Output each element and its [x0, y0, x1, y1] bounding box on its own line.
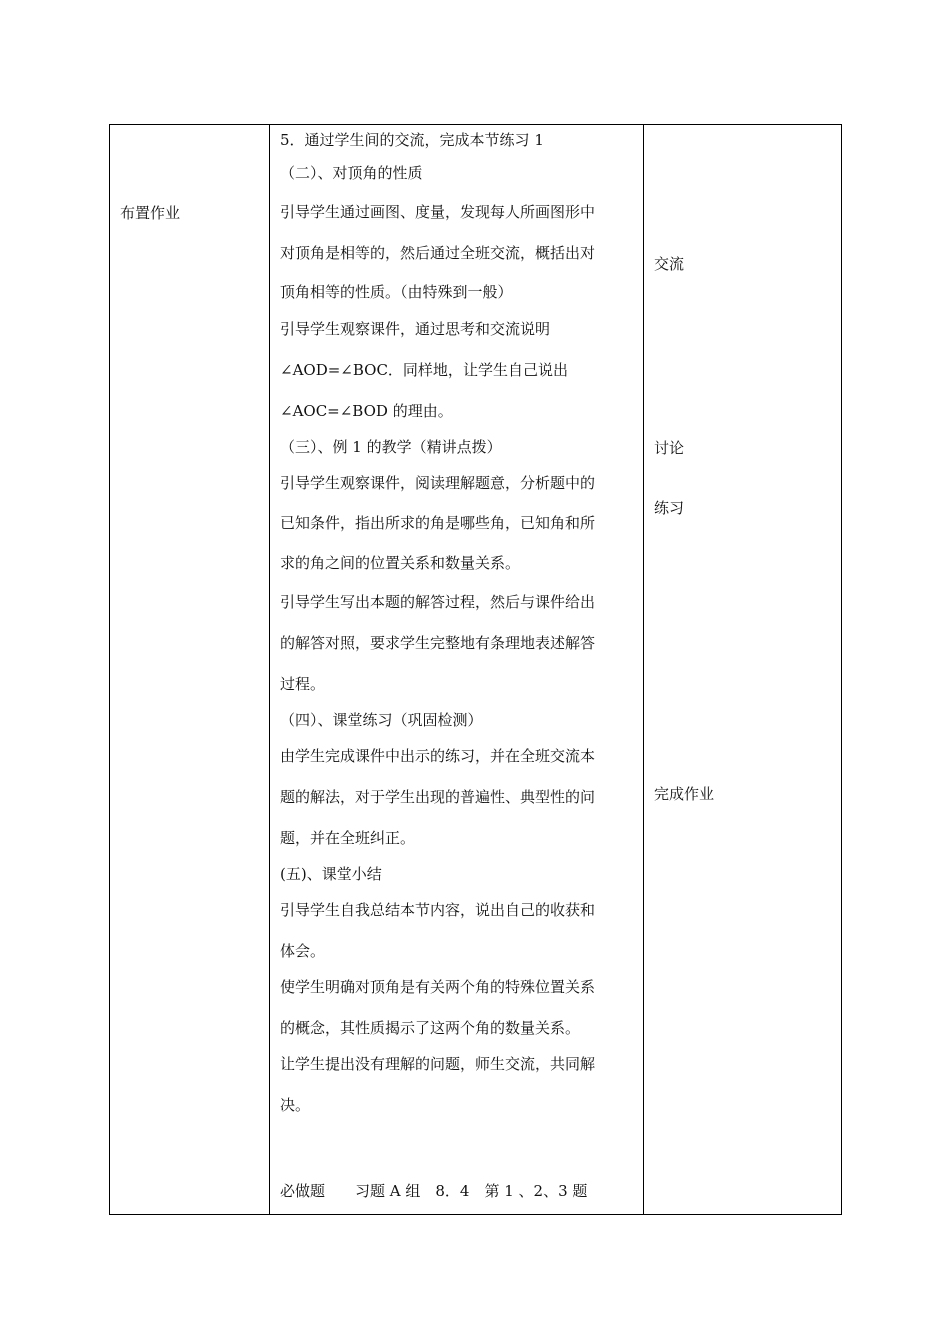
- activity-label: 练习: [654, 499, 685, 517]
- content-line: 引导学生观察课件，通过思考和交流说明: [280, 320, 551, 338]
- column-divider-right: [643, 125, 644, 1214]
- content-line: 引导学生通过画图、度量，发现每人所画图形中: [280, 203, 596, 221]
- content-line: 让学生提出没有理解的问题，师生交流，共同解: [280, 1055, 596, 1073]
- activity-label: 讨论: [654, 439, 685, 457]
- content-line: 引导学生观察课件，阅读理解题意，分析题中的: [280, 474, 596, 492]
- content-line: 对顶角是相等的，然后通过全班交流，概括出对: [280, 244, 596, 262]
- content-line: 引导学生写出本题的解答过程，然后与课件给出: [280, 593, 596, 611]
- activity-label: 交流: [654, 255, 685, 273]
- content-line: 使学生明确对顶角是有关两个角的特殊位置关系: [280, 978, 596, 996]
- content-heading: （四）、课堂练习（巩固检测）: [280, 711, 483, 729]
- content-line: 过程。: [280, 675, 326, 693]
- content-heading: （三）、例 1 的教学（精讲点拨）: [280, 438, 502, 456]
- content-line: 题，并在全班纠正。: [280, 829, 416, 847]
- content-line: 的概念，其性质揭示了这两个角的数量关系。: [280, 1019, 581, 1037]
- content-line: 由学生完成课件中出示的练习，并在全班交流本: [280, 747, 596, 765]
- homework-line: 必做题 习题 A 组 8．4 第 1 、2、3 题: [280, 1182, 588, 1200]
- content-line: 求的角之间的位置关系和数量关系。: [280, 554, 521, 572]
- content-line: ∠AOC=∠BOD 的理由。: [280, 402, 453, 420]
- content-line: 引导学生自我总结本节内容，说出自己的收获和: [280, 901, 596, 919]
- lesson-table: [109, 124, 842, 1215]
- column-divider-left: [269, 125, 270, 1214]
- content-heading: （二）、对顶角的性质: [280, 164, 423, 182]
- content-line: 决。: [280, 1096, 311, 1114]
- content-line: 5．通过学生间的交流，完成本节练习 1: [280, 131, 544, 149]
- content-line: 顶角相等的性质。（由特殊到一般）: [280, 283, 513, 301]
- section-label-homework: 布置作业: [120, 204, 181, 222]
- activity-label: 完成作业: [654, 785, 715, 803]
- content-line: 题的解法，对于学生出现的普遍性、典型性的问: [280, 788, 596, 806]
- content-line: 的解答对照，要求学生完整地有条理地表述解答: [280, 634, 596, 652]
- content-line: ∠AOD=∠BOC．同样地，让学生自己说出: [280, 361, 568, 379]
- content-line: 体会。: [280, 942, 326, 960]
- content-heading: (五)、课堂小结: [280, 865, 382, 883]
- content-line: 已知条件，指出所求的角是哪些角，已知角和所: [280, 514, 596, 532]
